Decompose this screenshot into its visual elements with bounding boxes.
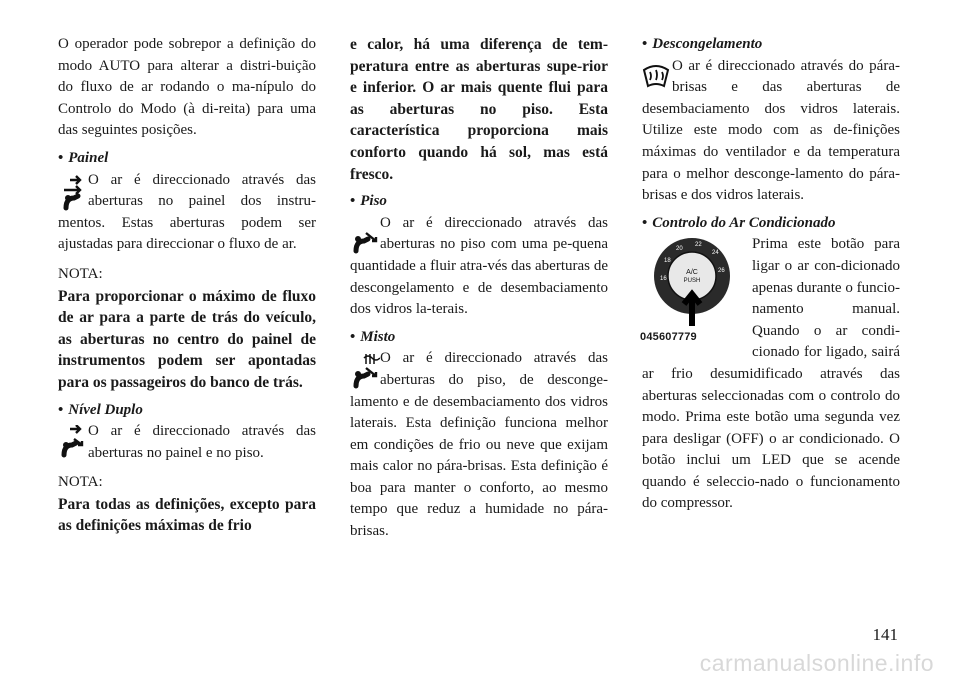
ac-button-illustration [640, 236, 742, 348]
section-heading-misto: • Misto [350, 328, 396, 345]
mix-mode-icon [348, 352, 380, 390]
column-middle [350, 34, 608, 543]
push-label: PUSH [683, 278, 701, 285]
desc-text: O ar é direccionado através do pára-brisas e das aberturas de desembaciamento dos vidros laterais. Utilize este modo com as de-finições máximas do ventilador e da temperatura para o melhor desconge-lamento do pára-brisas e dos vidros laterais. [642, 57, 900, 204]
section-heading-nivel-duplo: • Nível Duplo [58, 401, 143, 418]
section-heading-piso: • Piso [350, 193, 387, 210]
dial-label: 26 [718, 268, 725, 275]
note-label-2: NOTA: [58, 474, 103, 491]
note-label: NOTA: [58, 265, 103, 282]
column-left [58, 34, 316, 537]
watermark: carmanualsonline.info [699, 650, 934, 676]
duplo-text: O ar é direccionado através das aberturas no painel e no piso. [88, 423, 316, 461]
section-heading-ac: • Controlo do Ar Condicionado [642, 214, 836, 231]
desc-block [642, 56, 900, 207]
continued-note-text: e calor, há uma diferença de tem-peratura entre as aberturas supe-rior e inferior. O ar mais quente flui para as aberturas no piso. Esta característica proporciona mais conforto quando há sol, mas está fresco. [350, 36, 608, 183]
floor-mode-icon [348, 217, 380, 255]
bi-level-mode-icon [56, 425, 88, 463]
painel-block [58, 170, 316, 256]
ac-text: Prima este botão para ligar o ar con-dicionado apenas durante o funcio-namento manual. Quando o ar condi-cionado for ligado, sairá ar frio desumidificado através das aberturas seleccionadas com o controlo do modo. Prima este botão uma segunda vez para desligar (OFF) o ar condicionado. O botão inclui um LED que se acende quando é seleccio-nado o funcionamento do compressor. [642, 236, 900, 512]
piso-text: O ar é direccionado através das aberturas no piso com uma pe-quena quantidade a fluir atra-vés das aberturas de descongelamento e de desembaciamento dos vidros la-terais. [350, 214, 608, 318]
image-code: 045607779 [640, 330, 697, 343]
dial-label: 20 [676, 246, 683, 253]
piso-block [350, 213, 608, 321]
ac-button-label: A/C [686, 269, 698, 277]
ac-dial-graphic [640, 236, 742, 332]
dial-label: 24 [712, 250, 719, 257]
page-number: 141 [872, 625, 898, 644]
defrost-mode-icon [640, 60, 672, 98]
painel-text: O ar é direccionado através das aberturas no painel dos instru-mentos. Estas aberturas podem ser ajustadas para direccionar o fluxo de ar. [58, 171, 316, 253]
dial-label: 16 [660, 276, 667, 283]
duplo-block [58, 421, 316, 464]
note-text-2: Para todas as definições, excepto para as definições máximas de frio [58, 495, 316, 535]
panel-mode-icon [56, 174, 88, 212]
section-heading-descongelamento: • Descongelamento [642, 36, 763, 52]
misto-block [350, 348, 608, 542]
intro-paragraph: O operador pode sobrepor a definição do modo AUTO para alterar a distri-buição do fluxo de ar rodando o ma-nípulo do Controlo do Modo (à di-reita) para uma das seguintes posições. [58, 36, 316, 139]
section-heading-painel: • Painel [58, 149, 109, 166]
ac-block [642, 234, 900, 515]
column-right [642, 34, 900, 515]
note-text: Para proporcionar o máximo de fluxo de ar para a parte de trás do veículo, as aberturas no centro do painel de instrumentos podem ser apontadas para os passageiros do banco de trás. [58, 287, 316, 391]
dial-label: 22 [695, 242, 702, 249]
dial-label: 18 [664, 258, 671, 265]
misto-text: O ar é direccionado através das aberturas do piso, de desconge-lamento e de desembaciamento dos vidros laterais. Esta definição funciona melhor em condições de frio ou neve que exijam mais calor no pára-brisas. Esta definição é boa para manter o conforto, ao mesmo tempo que reduz a humidade no pára-brisas. [350, 350, 608, 540]
